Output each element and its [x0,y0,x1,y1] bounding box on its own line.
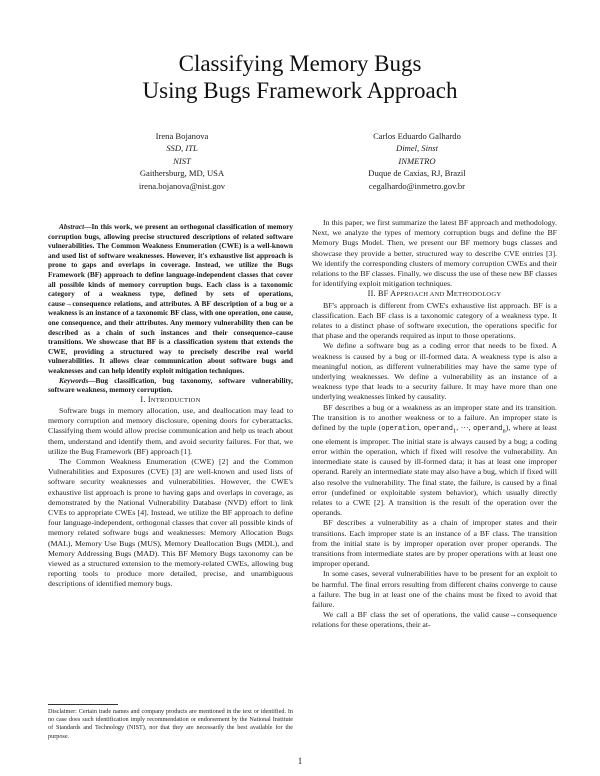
author-email: cegalhardo@inmetro.gov.br [368,180,466,191]
author-block-2 [302,130,532,192]
intro-paragraph-2: The Common Weakness Enumeration (CWE) [2] and the Common Vulnerabilities and Exposures (CVE) [3] are well-known and used lists of software security weaknesses and vulnerabilities. However, the CWE's exhaustive list approach is prone to having gaps and overlaps in coverage, as demonstrated by the National Vulnerability Database (NVD) effort to link CVEs to appropriate CWEs [4]. Instead, we utilize the BF approach to define four language-independent, orthogonal classes that cover all possible kinds of memory related software bugs and weaknesses: Memory Allocation Bugs (MAL), Memory Use Bugs (MUS), Memory Deallocation Bugs (MDL), and Memory Addressing Bugs (MAD). This BF Memory Bugs taxonomy can be viewed as a structured extension to the memory-related CWEs, allowing bug reporting tools to produce more detailed, precise, and unambiguous descriptions of identified memory bugs. [48,456,293,589]
author-location: Gaithersburg, MD, USA [139,168,225,179]
section-heading-bf-approach: II. BF APPROACH AND METHODOLOGY [367,289,502,299]
keywords-text: —Bug classification, bug taxonomy, software vulnerability, software weakness, memory corruption. [48,375,293,395]
abstract [48,222,293,376]
title-line-2: Using Bugs Framework Approach [142,78,458,103]
author-block-1 [67,130,297,192]
footnote-rule [48,704,118,705]
disclaimer-footnote: Disclaimer: Certain trade names and company products are mentioned in the text or identified. In no case does such identification imply recommendation or endorsement by the National Institute of Standards and Technology (NIST), nor that they are necessarily the best available for the purpose. [48,708,293,740]
section-heading-introduction: I. INTRODUCTION [140,394,201,404]
right-column [312,218,557,631]
author-org: INMETRO [398,155,436,166]
author-dept: SSD, ITL [166,143,198,154]
bf-paragraph-6: We call a BF class the set of operations, the valid cause→consequence relations for these operations, their at- [312,610,557,630]
intro-paragraph-3: In this paper, we first summarize the latest BF approach and methodology. Next, we analyze the types of memory corruption bugs and define the BF Memory Bugs Model. Then, we present our BF memory bugs classes and showcase they provide a better, structured way to describe CVE entries [3]. We identify the corresponding clusters of memory corruption CWEs and their relations to the BF classes. Finally, we discuss the use of these new BF classes for identifying exploit mitigation techniques. [312,218,557,289]
title-line-1: Classifying Memory Bugs [178,51,422,76]
intro-paragraph-1: Software bugs in memory allocation, use, and deallocation may lead to memory corruption and memory disclosure, opening doors for cyberattacks. Classifying them would allow precise communication and help us teach about them, understand and identify them, and avoid security failures. For that, we utilize the Bug Framework (BF) approach [1]. [48,405,293,456]
author-org: NIST [173,155,191,166]
keywords-lead: Keywords [59,375,89,385]
paper-title [0,50,600,104]
author-location: Duque de Caxias, RJ, Brazil [368,168,466,179]
bf-paragraph-3: BF describes a bug or a weakness as an improper state and its transition. The transition is to another weakness or to a failure. An improper state is defined by the tuple (operation, operand$_1$, ···, operand$_n$), where at least one element is improper. The initial state is always caused by a bug; a coding error within the operation, which if fixed will resolve the vulnerability. An intermediate state is caused by ill-formed data; it has at least one improper operand. Rarely an intermediate state may also have a bug, which if fixed will also resolve the vulnerability. The final state, the failure, is caused by a final error (undefined or exploitable system behavior), which usually directly relates to a CWE [2]. A transition is the result of the operation over the operands. [312,402,557,518]
bf-paragraph-1: BF's approach is different from CWE's exhaustive list approach. BF is a classification. Each BF class is a taxonomic category of a weakness type. It relates to a distinct phase of software execution, the operations specific for that phase and the operands required as input to those operations. [312,300,557,341]
bf-paragraph-2: We define a software bug as a coding error that needs to be fixed. A weakness is caused by a bug or ill-formed data. A weakness type is also a meaningful notion, as different vulnerabilities may have the same type of underlying weaknesses. We define a vulnerability as an instance of a weakness type that leads to a security failure. It may have more than one underlying weaknesses linked by causality. [312,341,557,402]
page-number: 1 [297,756,303,766]
abstract-text: —In this work, we present an orthogonal classification of memory corruption bugs, allowing precise structured descriptions of related software vulnerabilities. The Common Weakness Enumeration (CWE) is a well-known and used list of software weaknesses. However, it's exhaustive list approach is prone to gaps and overlaps in coverage. Instead, we utilize the Bugs Framework (BF) approach to define language-independent classes that cover all possible kinds of memory corruption bugs. Each class is a taxonomic category of a weakness type, defined by sets of operations, cause→consequence relations, and attributes. A BF description of a bug or a weakness is an instance of a taxonomic BF class, with one operation, one cause, one consequence, and their attributes. Any memory vulnerability then can be described as a chain of such instances and their consequence–cause transitions. We showcase that BF is a classification system that extends the CWE, providing a structured way to precisely describe real world vulnerabilities. It allows clear communication about software bugs and weaknesses and can help identify exploit mitigation techniques. [48,222,293,375]
author-dept: Dimel, Sinst [395,143,438,154]
left-column [48,222,293,590]
keywords [48,376,293,395]
abstract-lead: Abstract [59,222,85,231]
bf-paragraph-4: BF describes a vulnerability as a chain of improper states and their transitions. Each improper state is an instance of a BF class. The transition from the initial state is by improper operation over proper operands. The transitions from intermediate states are by proper operations with at least one improper operand. [312,518,557,569]
bf-paragraph-5: In some cases, several vulnerabilities have to be present for an exploit to be harmful. The final errors resulting from different chains converge to cause a failure. The bug in at least one of the chains must be fixed to avoid that failure. [312,569,557,610]
author-email: irena.bojanova@nist.gov [138,180,226,191]
author-name: Carlos Eduardo Galhardo [373,131,461,141]
author-name: Irena Bojanova [155,131,209,141]
